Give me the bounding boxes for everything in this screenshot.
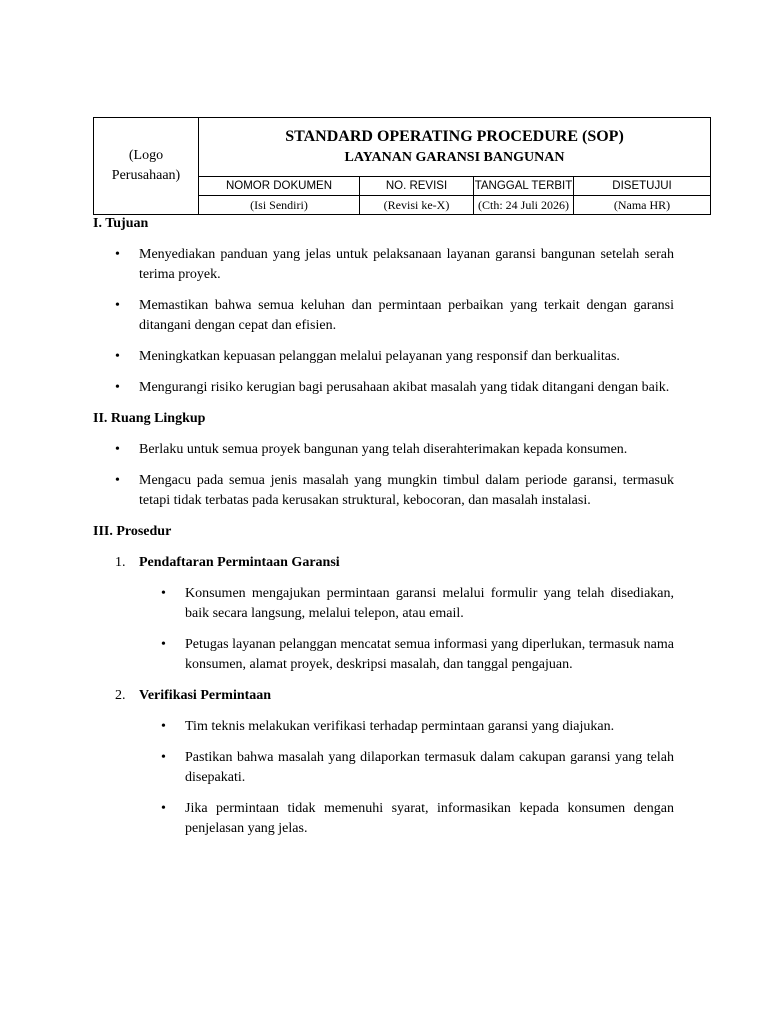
step-sublist: [139, 584, 674, 675]
list-item: • Memastikan bahwa semua keluhan dan permintaan perbaikan yang terkait dengan garansi ditangani dengan cepat dan efisien.: [93, 296, 674, 336]
list-item: • Konsumen mengajukan permintaan garansi melalui formulir yang telah disediakan, baik secara langsung, melalui telepon, atau email.: [139, 584, 674, 624]
list-ruang-lingkup: [93, 440, 674, 511]
list-item: • Pastikan bahwa masalah yang dilaporkan termasuk dalam cakupan garansi yang telah disepakati.: [139, 748, 674, 788]
list-item: • Mengacu pada semua jenis masalah yang mungkin timbul dalam periode garansi, termasuk tetapi tidak terbatas pada kerusakan struktural, kebocoran, dan masalah instalasi.: [93, 471, 674, 511]
val-tanggal-terbit: (Cth: 24 Juli 2026): [474, 196, 574, 214]
document-subtitle: LAYANAN GARANSI BANGUNAN: [344, 150, 565, 165]
logo-text-line1: (Logo: [128, 148, 164, 163]
col-disetujui: DISETUJUI: [612, 180, 672, 192]
list-item: • Menyediakan panduan yang jelas untuk pelaksanaan layanan garansi bangunan setelah serah terima proyek.: [93, 245, 674, 285]
section-heading-tujuan: I. Tujuan: [93, 216, 149, 231]
step-title: Pendaftaran Permintaan Garansi: [139, 555, 340, 570]
meta-value-row: [199, 195, 710, 214]
step-number: 1.: [115, 555, 126, 570]
step-title: Verifikasi Permintaan: [139, 688, 272, 703]
list-item: • Petugas layanan pelanggan mencatat semua informasi yang diperlukan, termasuk nama konsumen, alamat proyek, deskripsi masalah, dan tanggal pengajuan.: [139, 635, 674, 675]
procedure-steps: [93, 553, 674, 839]
col-no-revisi: NO. REVISI: [360, 177, 474, 195]
list-item: • Tim teknis melakukan verifikasi terhadap permintaan garansi yang diajukan.: [139, 717, 674, 737]
logo-placeholder: [94, 118, 199, 214]
list-tujuan: [93, 245, 674, 398]
procedure-step: [93, 686, 674, 839]
val-nomor-dokumen: (Isi Sendiri): [199, 196, 360, 214]
col-nomor-dokumen: NOMOR DOKUMEN: [199, 177, 360, 195]
list-item: • Jika permintaan tidak memenuhi syarat, informasikan kepada konsumen dengan penjelasan yang jelas.: [139, 799, 674, 839]
col-tanggal-terbit: TANGGAL TERBIT: [474, 177, 574, 195]
list-item: • Berlaku untuk semua proyek bangunan yang telah diserahterimakan kepada konsumen.: [93, 440, 674, 460]
list-item: • Mengurangi risiko kerugian bagi perusahaan akibat masalah yang tidak ditangani dengan baik.: [93, 378, 674, 398]
logo-text-line2: Perusahaan): [111, 168, 181, 183]
title-area: [199, 118, 710, 176]
meta-header-row: [199, 176, 710, 195]
section-heading-ruang-lingkup: II. Ruang Lingkup: [93, 411, 206, 426]
step-number: 2.: [115, 688, 126, 703]
sop-header-table: [93, 117, 711, 215]
val-disetujui: (Nama HR): [613, 198, 671, 212]
document-body: [93, 214, 674, 839]
list-item: • Meningkatkan kepuasan pelanggan melalui pelayanan yang responsif dan berkualitas.: [93, 347, 674, 367]
val-no-revisi: (Revisi ke-X): [360, 196, 474, 214]
section-heading-prosedur: III. Prosedur: [93, 524, 172, 539]
step-sublist: [139, 717, 674, 839]
procedure-step: [93, 553, 674, 675]
document-title: STANDARD OPERATING PROCEDURE (SOP): [285, 128, 624, 145]
